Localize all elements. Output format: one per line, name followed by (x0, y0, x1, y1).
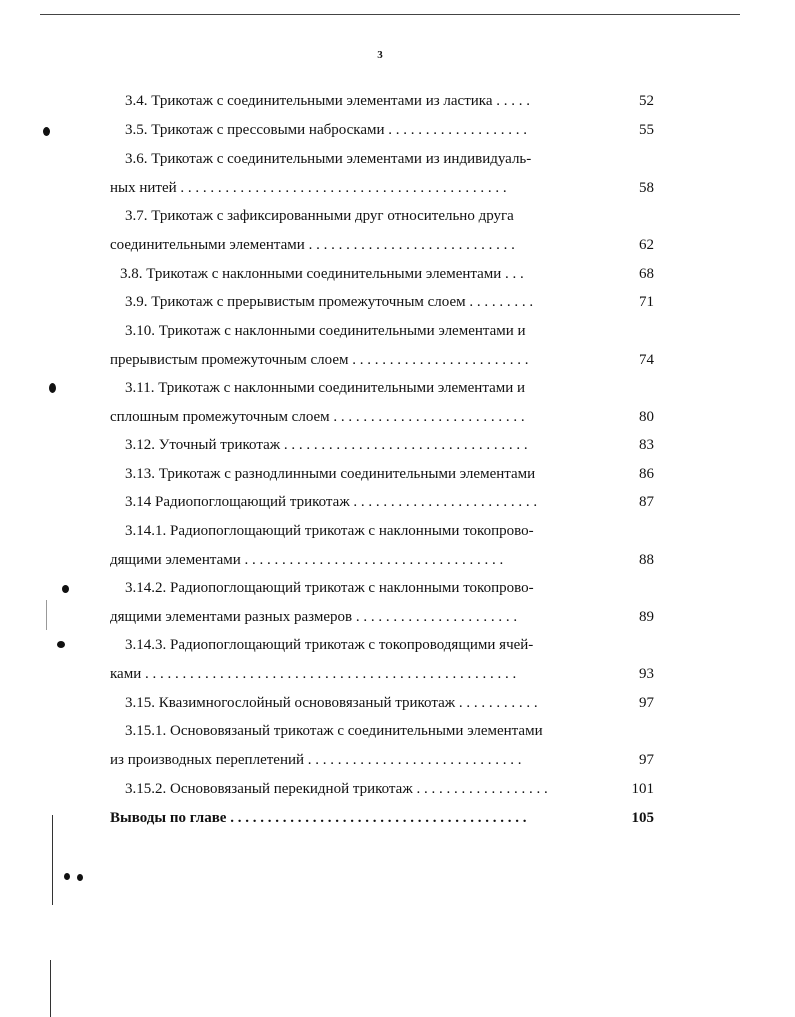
toc-page-number: 97 (639, 695, 654, 711)
page-number: 3 (377, 49, 383, 61)
toc-line (0, 177, 795, 199)
toc-entry-text: 3.5. Трикотаж с прессовыми набросками . . . . . . . . . . . . . . . . . . . (125, 122, 528, 138)
toc-entry-text: 3.6. Трикотаж с соединительными элементами из индивидуаль- (125, 151, 532, 167)
toc-page-number: 88 (639, 552, 654, 568)
toc-line-conclusions (0, 807, 795, 829)
toc-entry-text: 3.15.2. Основовязаный перекидной трикотаж . . . . . . . . . . . . . . . . . . (125, 781, 548, 797)
toc-line (0, 291, 795, 313)
toc-entry-text: ками . . . . . . . . . . . . . . . . . . . . . . . . . . . . . . . . . . . . . . . . . . . . . . . . . . (110, 666, 517, 682)
toc-page-number: 52 (639, 93, 654, 109)
scan-mark (64, 873, 70, 880)
toc-page-number: 74 (639, 352, 654, 368)
toc-entry-text: 3.9. Трикотаж с прерывистым промежуточным слоем . . . . . . . . . (125, 294, 534, 310)
toc-line (0, 90, 795, 112)
toc-entry-text: дящими элементами . . . . . . . . . . . . . . . . . . . . . . . . . . . . . . . . . . . (110, 552, 504, 568)
toc-line (0, 148, 795, 170)
toc-page-number: 86 (639, 466, 654, 482)
toc-page-number: 101 (631, 781, 654, 797)
toc-entry-text: Выводы по главе . . . . . . . . . . . . . . . . . . . . . . . . . . . . . . . . . . . . . . . . (110, 810, 527, 826)
toc-page-number: 55 (639, 122, 654, 138)
toc-line (0, 577, 795, 599)
toc-entry-text: 3.8. Трикотаж с наклонными соединительными элементами . . . (120, 266, 524, 282)
toc-entry-text: 3.13. Трикотаж с разнодлинными соединительными элементами (125, 466, 536, 482)
toc-entry-text: 3.15.1. Основовязаный трикотаж с соединительными элементами (125, 723, 543, 739)
scan-top-border (40, 14, 740, 15)
toc-entry-text: 3.10. Трикотаж с наклонными соединительными элементами и (125, 323, 526, 339)
scan-mark (62, 585, 69, 593)
toc-line (0, 634, 795, 656)
toc-entry-text: сплошным промежуточным слоем . . . . . . . . . . . . . . . . . . . . . . . . . . (110, 409, 525, 425)
toc-page-number: 97 (639, 752, 654, 768)
toc-line (0, 663, 795, 685)
toc-page-number: 62 (639, 237, 654, 253)
toc-entry-text: 3.14.3. Радиопоглощающий трикотаж с токопроводящими ячей- (125, 637, 534, 653)
toc-entry-text: 3.14.2. Радиопоглощающий трикотаж с наклонными токопрово- (125, 580, 534, 596)
toc-page-number: 80 (639, 409, 654, 425)
toc-entry-text: 3.4. Трикотаж с соединительными элементами из ластика . . . . . (125, 93, 530, 109)
toc-line (0, 119, 795, 141)
toc-line (0, 406, 795, 428)
toc-page-number: 58 (639, 180, 654, 196)
toc-line (0, 606, 795, 628)
toc-line (0, 205, 795, 227)
toc-line (0, 749, 795, 771)
toc-page-number: 71 (639, 294, 654, 310)
toc-line (0, 234, 795, 256)
toc-line (0, 463, 795, 485)
toc-line (0, 377, 795, 399)
toc-page-number: 93 (639, 666, 654, 682)
toc-line (0, 720, 795, 742)
toc-line (0, 320, 795, 342)
scan-edge-line (46, 600, 47, 630)
toc-entry-text: соединительными элементами . . . . . . . . . . . . . . . . . . . . . . . . . . . . (110, 237, 515, 253)
toc-entry-text: 3.14.1. Радиопоглощающий трикотаж с наклонными токопрово- (125, 523, 534, 539)
toc-entry-text: прерывистым промежуточным слоем . . . . . . . . . . . . . . . . . . . . . . . . (110, 352, 529, 368)
toc-entry-text: 3.12. Уточный трикотаж . . . . . . . . . . . . . . . . . . . . . . . . . . . . . . . . . (125, 437, 528, 453)
scan-mark (77, 874, 83, 881)
toc-entry-text: 3.14 Радиопоглощающий трикотаж . . . . . . . . . . . . . . . . . . . . . . . . . (125, 494, 538, 510)
scan-mark (49, 383, 56, 393)
scan-edge-line (50, 960, 51, 1017)
toc-line (0, 349, 795, 371)
toc-entry-text: 3.7. Трикотаж с зафиксированными друг относительно друга (125, 208, 514, 224)
toc-line (0, 434, 795, 456)
toc-page-number: 89 (639, 609, 654, 625)
scan-mark (57, 641, 65, 648)
toc-page-number: 87 (639, 494, 654, 510)
toc-page-number: 68 (639, 266, 654, 282)
scan-edge-line (52, 815, 53, 905)
scan-mark (43, 127, 50, 136)
toc-line (0, 263, 795, 285)
toc-entry-text: дящими элементами разных размеров . . . . . . . . . . . . . . . . . . . . . . (110, 609, 518, 625)
toc-line (0, 549, 795, 571)
toc-line (0, 778, 795, 800)
toc-line (0, 520, 795, 542)
toc-line (0, 491, 795, 513)
toc-entry-text: 3.15. Квазимногослойный основовязаный трикотаж . . . . . . . . . . . (125, 695, 538, 711)
toc-entry-text: из производных переплетений . . . . . . . . . . . . . . . . . . . . . . . . . . . . . (110, 752, 522, 768)
toc-page-number: 105 (631, 810, 654, 826)
toc-entry-text: ных нитей . . . . . . . . . . . . . . . . . . . . . . . . . . . . . . . . . . . . . . . . . . . . (110, 180, 507, 196)
toc-entry-text: 3.11. Трикотаж с наклонными соединительными элементами и (125, 380, 526, 396)
toc-line (0, 692, 795, 714)
toc-page-number: 83 (639, 437, 654, 453)
